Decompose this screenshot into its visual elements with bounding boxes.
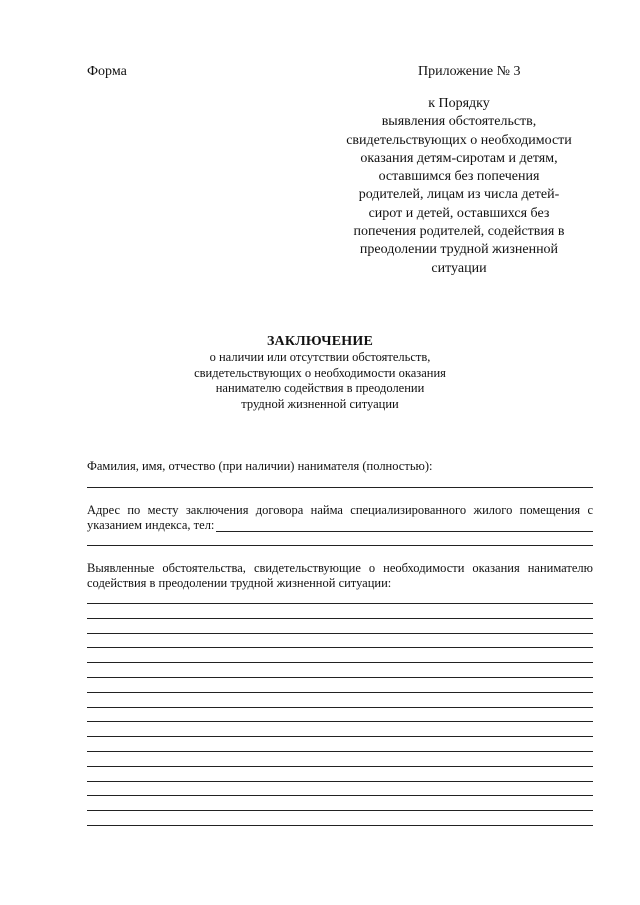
address-label-line2: указанием индекса, тел: <box>87 518 215 532</box>
appendix-number: Приложение № 3 <box>418 64 521 79</box>
subtitle-line: о наличии или отсутствии обстоятельств, <box>209 350 431 364</box>
circumstances-field-line[interactable] <box>87 751 593 752</box>
circumstances-field-line[interactable] <box>87 707 593 708</box>
subtitle-line: трудной жизненной ситуации <box>241 396 399 411</box>
appendix-ref-line: к Порядку <box>428 96 490 111</box>
circumstances-field-line[interactable] <box>87 603 593 604</box>
circumstances-field-line[interactable] <box>87 692 593 693</box>
circumstances-field-line[interactable] <box>87 736 593 737</box>
address-label <box>87 503 593 518</box>
circumstances-field-line[interactable] <box>87 721 593 722</box>
circumstances-field-line[interactable] <box>87 662 593 663</box>
appendix-ref-line: оказания детям-сиротам и детям, <box>360 150 558 166</box>
appendix-ref-line: преодолении трудной жизненной <box>359 242 559 258</box>
appendix-ref-line: ситуации <box>431 260 487 276</box>
circumstances-label-line2: содействия в преодолении трудной жизненной ситуации: <box>87 576 392 590</box>
circumstances-label-line1: Выявленные обстоятельства, свидетельствующие о необходимости оказания нанимателю <box>87 561 593 575</box>
circumstances-field-line[interactable] <box>87 825 593 826</box>
document-title: ЗАКЛЮЧЕНИЕ <box>266 334 374 349</box>
appendix-reference <box>320 95 598 278</box>
appendix-ref-line: оставшимся без попечения <box>378 169 540 185</box>
circumstances-field-line[interactable] <box>87 795 593 796</box>
circumstances-field-line[interactable] <box>87 766 593 767</box>
appendix-ref-line: родителей, лицам из числа детей- <box>358 187 560 203</box>
full-name-label: Фамилия, имя, отчество (при наличии) нанимателя (полностью): <box>87 459 433 473</box>
address-field-line-1[interactable] <box>216 531 593 532</box>
full-name-field-line[interactable] <box>87 487 593 488</box>
subtitle-line: нанимателю содействия в преодолении <box>215 381 425 395</box>
circumstances-field-line[interactable] <box>87 677 593 678</box>
address-field-line-2[interactable] <box>87 545 593 546</box>
appendix-ref-line: сирот и детей, оставшихся без <box>368 205 550 221</box>
circumstances-field-line[interactable] <box>87 618 593 619</box>
address-label-line1: Адрес по месту заключения договора найма специализированного жилого помещения с <box>87 503 593 517</box>
appendix-ref-line: свидетельствующих о необходимости <box>346 132 572 148</box>
subtitle-line: свидетельствующих о необходимости оказания <box>194 365 446 380</box>
appendix-ref-line: выявления обстоятельств, <box>381 114 537 130</box>
circumstances-field-line[interactable] <box>87 633 593 634</box>
circumstances-field-line[interactable] <box>87 647 593 648</box>
form-label: Форма <box>87 64 127 79</box>
appendix-ref-line: попечения родителей, содействия в <box>353 224 565 240</box>
circumstances-label <box>87 561 593 576</box>
circumstances-field-line[interactable] <box>87 781 593 782</box>
circumstances-field-line[interactable] <box>87 810 593 811</box>
document-subtitle <box>150 350 490 412</box>
